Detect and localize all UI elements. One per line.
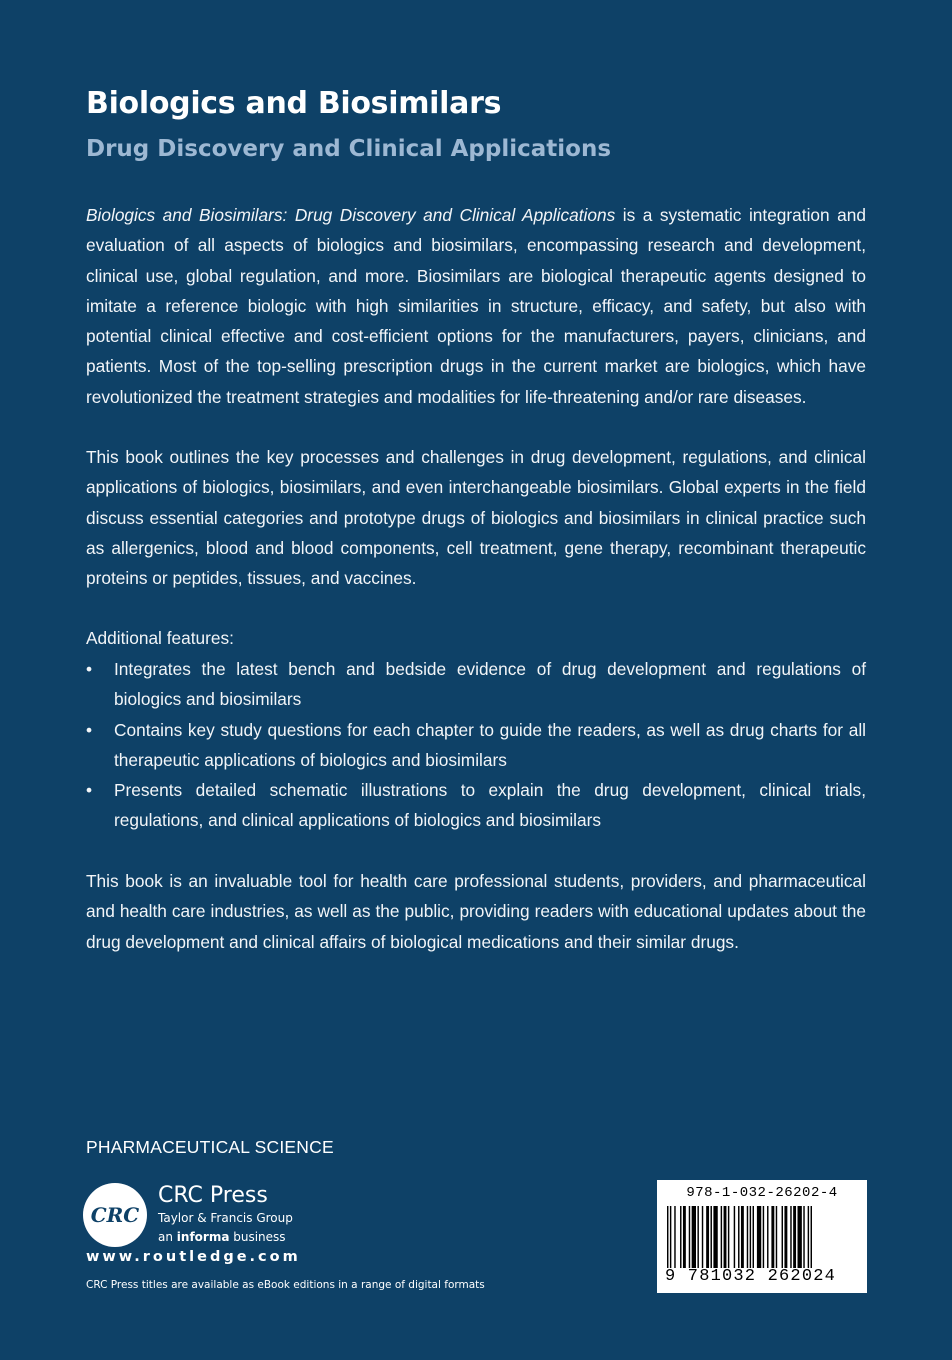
barcode-bar	[706, 1206, 709, 1268]
barcode-bar	[683, 1206, 686, 1268]
book-title: Biologics and Biosimilars	[86, 86, 502, 121]
barcode-bar	[757, 1206, 761, 1268]
barcode-bar	[782, 1206, 783, 1268]
barcode-bar	[734, 1206, 735, 1268]
barcode-bar	[728, 1206, 729, 1268]
isbn-label: 978-1-032-26202-4	[686, 1185, 838, 1201]
barcode-bar	[692, 1206, 696, 1268]
barcode-bar	[724, 1206, 727, 1268]
barcode-bar	[674, 1206, 675, 1268]
publisher-url: www.routledge.com	[86, 1249, 301, 1265]
barcode-bar	[702, 1206, 703, 1268]
ebook-note: CRC Press titles are available as eBook editions in a range of digital formats	[86, 1279, 485, 1291]
features-heading: Additional features:	[86, 628, 234, 648]
feature-item	[86, 775, 866, 836]
barcode-bar	[771, 1206, 774, 1268]
barcode-bar	[753, 1206, 754, 1268]
barcode-bar	[713, 1206, 717, 1268]
informa-brand: informa	[176, 1230, 230, 1244]
isbn-digits: 9 781032 262024	[665, 1267, 837, 1286]
publisher-group: Taylor & Francis Group	[158, 1211, 293, 1225]
barcode-bar	[667, 1206, 668, 1268]
feature-item	[86, 715, 866, 776]
subject-category: PHARMACEUTICAL SCIENCE	[86, 1137, 334, 1157]
barcode-bars	[667, 1206, 857, 1268]
barcode-bar	[793, 1206, 796, 1268]
crc-logo-icon	[82, 1182, 148, 1248]
barcode-bar	[776, 1206, 777, 1268]
feature-item	[86, 654, 866, 715]
barcode-bar	[697, 1206, 698, 1268]
isbn-barcode	[657, 1180, 867, 1293]
barcode-bar	[747, 1206, 748, 1268]
barcode-bar	[738, 1206, 739, 1268]
intro-paragraph	[86, 200, 866, 412]
bullet-icon: •	[86, 719, 93, 740]
outline-paragraph: This book outlines the key processes and challenges in drug development, regulations, and clinical applications of biologics, biosimilars, and even interchangeable biosimilars. Global experts in the field discuss essential categories and prototype drugs of biologics and biosimilars in clinical practice such as allergenics, blood and blood components, cell treatment, gene therapy, recombinant therapeutic proteins or peptides, tissues, and vaccines.	[86, 447, 866, 589]
feature-text: Integrates the latest bench and bedside evidence of drug development and regulations of biologics and biosimilars	[114, 659, 866, 710]
publisher-name: CRC Press	[158, 1183, 268, 1208]
barcode-bar	[763, 1206, 764, 1268]
barcode-bar	[784, 1206, 787, 1268]
feature-text: Presents detailed schematic illustrations to explain the drug development, clinical trials, regulations, and clinical applications of biologics and biosimilars	[114, 780, 866, 831]
informa-prefix: an	[158, 1230, 177, 1244]
barcode-bar	[741, 1206, 744, 1268]
feature-text: Contains key study questions for each chapter to guide the readers, as well as drug charts for all therapeutic applications of biologics and biosimilars	[114, 719, 866, 770]
barcode-bar	[790, 1206, 791, 1268]
informa-line	[158, 1230, 286, 1244]
barcode-bar	[711, 1206, 712, 1268]
intro-title-italic: Biologics and Biosimilars: Drug Discovery and Clinical Applications	[86, 205, 616, 225]
crc-logo-text: CRC	[90, 1203, 140, 1227]
informa-suffix: business	[229, 1230, 286, 1244]
intro-text: is a systematic integration and evaluation of all aspects of biologics and biosimilars, encompassing research and development, clinical use, global regulation, and more. Biosimilars are biological therapeutic agents designed to imitate a reference biologic with high similarities in structure, efficacy, and safety, but also with potential clinical effective and cost-efficient options for the manufacturers, payers, clinicians, and patients. Most of the top-selling prescription drugs in the current market are biologics, which have revolutionized the treatment strategies and modalities for life-threatening and/or rare diseases.	[86, 205, 866, 407]
barcode-bar	[798, 1206, 802, 1268]
barcode-bar	[750, 1206, 751, 1268]
barcode-bar	[767, 1206, 768, 1268]
barcode-bar	[689, 1206, 690, 1268]
audience-paragraph: This book is an invaluable tool for health care professional students, providers, and pharmaceutical and health care industries, as well as the public, providing readers with educational updates about the drug development and clinical affairs of biological medications and their similar drugs.	[86, 871, 866, 952]
barcode-bar	[808, 1206, 809, 1268]
barcode-bar	[670, 1206, 671, 1268]
barcode-bar	[803, 1206, 804, 1268]
bullet-icon: •	[86, 659, 93, 679]
barcode-bar	[811, 1206, 812, 1268]
features-list	[86, 654, 866, 836]
bullet-icon: •	[86, 780, 93, 801]
book-subtitle: Drug Discovery and Clinical Applications	[86, 136, 612, 162]
barcode-bar	[680, 1206, 681, 1268]
barcode-bar	[721, 1206, 722, 1268]
